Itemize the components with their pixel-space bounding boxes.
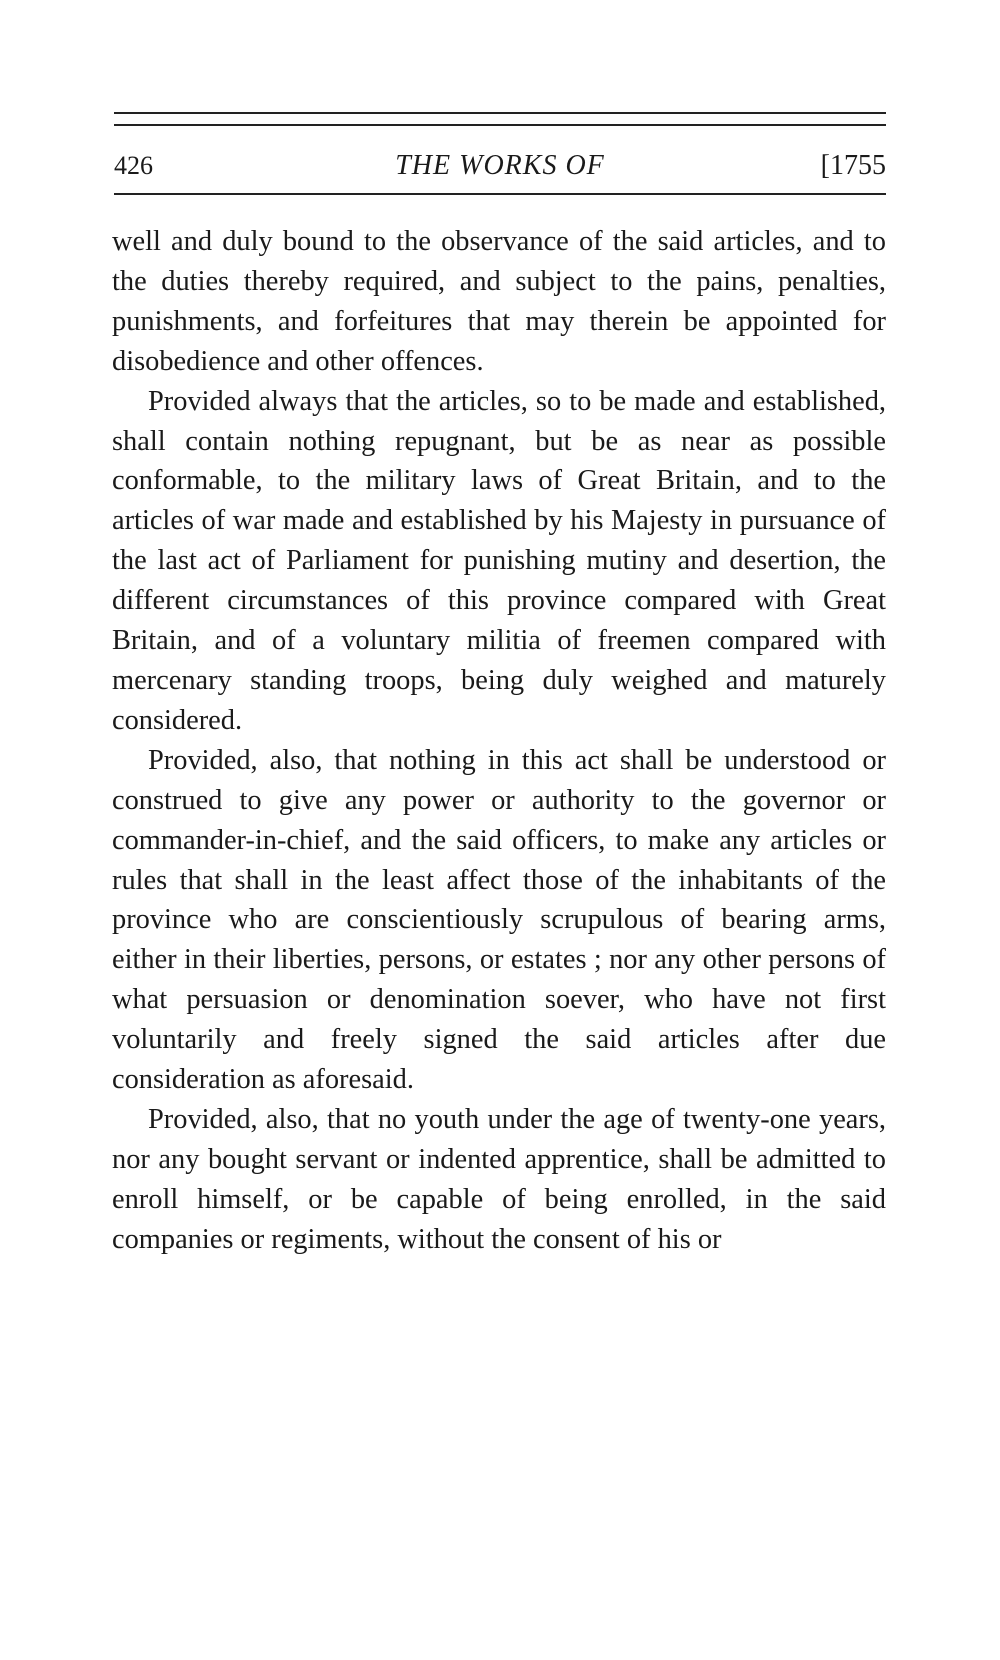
paragraph-continued: well and duly bound to the observance of the said articles, and to the duties thereby required, and subject to the pains, penalties, punishments, and forfeitures that may therein be appointed for disobedience and other offences.	[112, 226, 886, 377]
header-rule-top	[114, 112, 886, 114]
paragraph-youth-servants: Provided, also, that no youth under the age of twenty-one years, nor any bought servant or indented apprentice, shall be admitted to enroll himself, or be capable of being enrolled, in the said companies or regiments, without the consent of his or	[112, 1103, 886, 1255]
paragraph-conscientious-exemption: Provided, also, that nothing in this act shall be understood or construed to give any power or authority to the governor or commander-in-chief, and the said officers, to make any articles or rules that shall in the least affect those of the inhabitants of the province who are conscientiously scrupulous of bearing arms, either in their liberties, persons, or estates ; nor any other persons of what persuasion or denomination soever, who have not first voluntarily and freely signed the said articles after due consideration as aforesaid.	[112, 744, 886, 1096]
body-text	[112, 222, 886, 1260]
running-head	[114, 146, 886, 186]
running-title: THE WORKS OF	[395, 150, 605, 181]
running-year: [1755	[820, 150, 886, 181]
page-number: 426	[114, 151, 153, 180]
header-rule-bottom	[114, 193, 886, 195]
paragraph-military-laws: Provided always that the articles, so to be made and established, shall contain nothing repugnant, but be as near as possible conformable, to the military laws of Great Britain, and to the articles of war made and established by his Majesty in pursuance of the last act of Parliament for punishing mutiny and desertion, the different circumstances of this province compared with Great Britain, and of a voluntary militia of freemen compared with mercenary standing troops, being duly weighed and maturely considered.	[112, 385, 886, 736]
header-rule-top-second	[114, 124, 886, 126]
